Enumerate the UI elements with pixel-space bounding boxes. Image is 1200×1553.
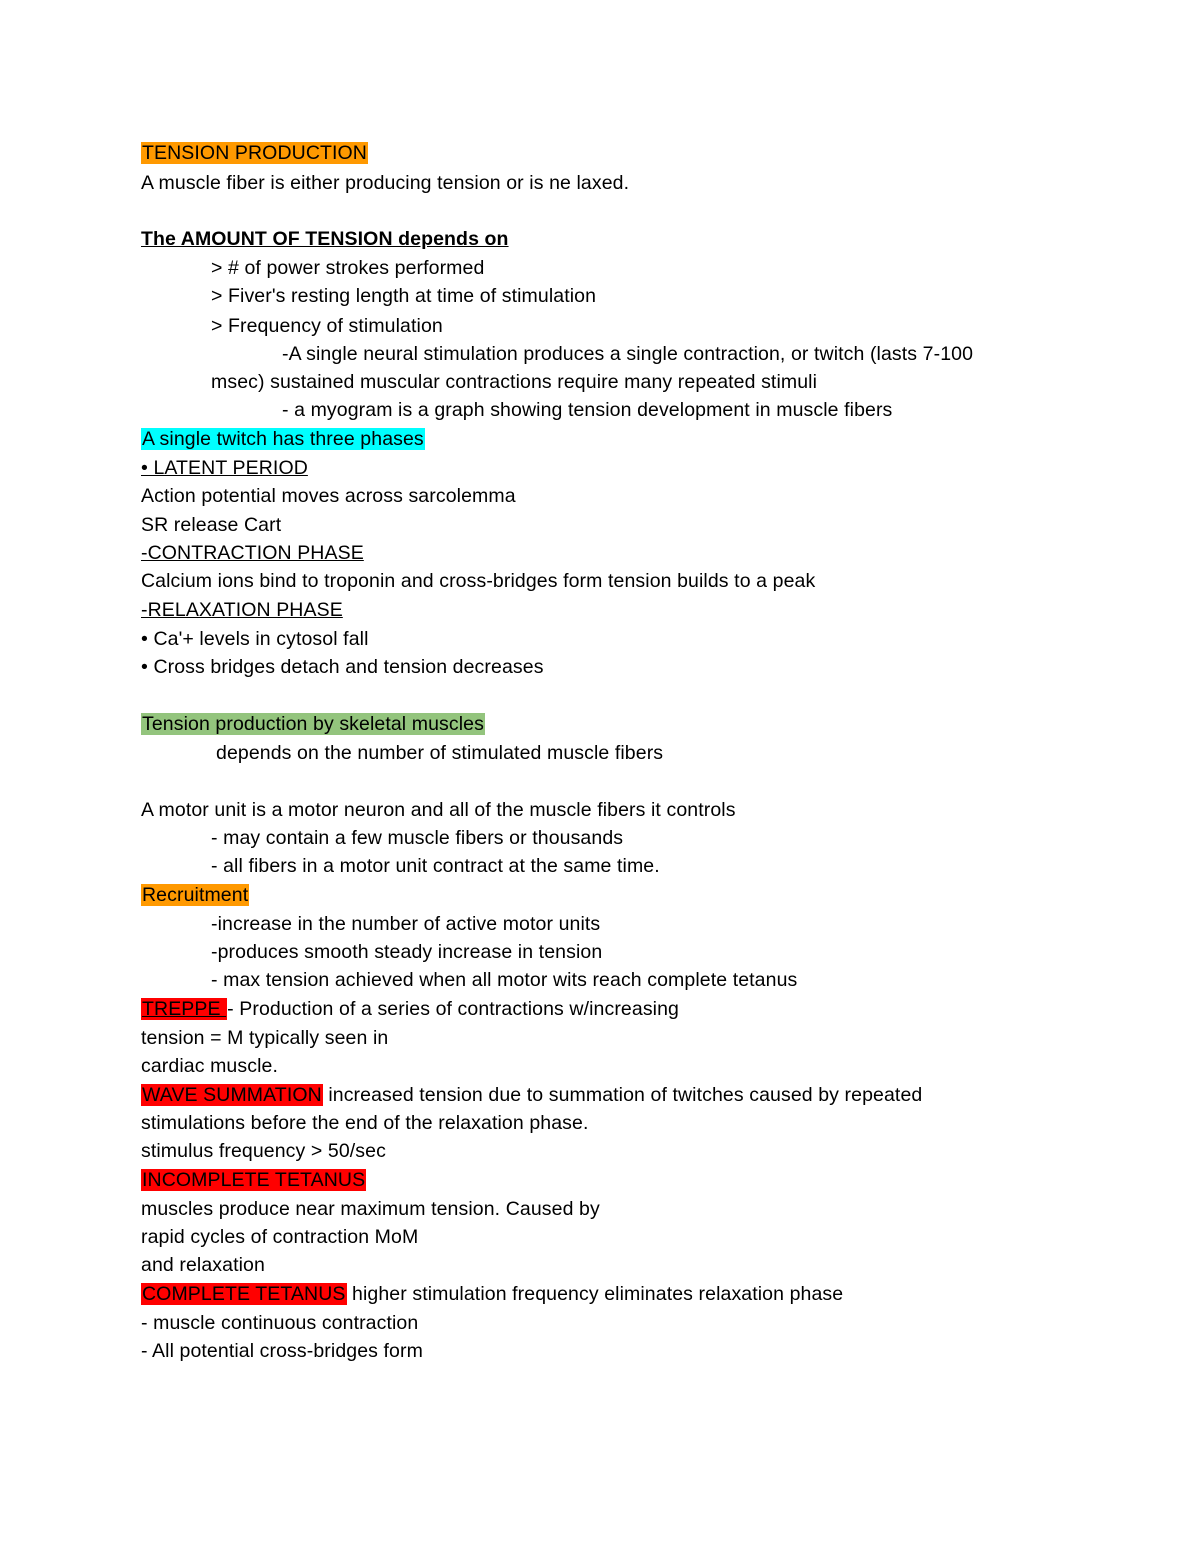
- treppe-text: - Production of a series of contractions w/increasing: [227, 998, 679, 1020]
- contraction-line: Calcium ions bind to troponin and cross-bridges form tension builds to a peak: [141, 570, 816, 592]
- amount-item: > Frequency of stimulation: [211, 315, 443, 337]
- frequency-note: -A single neural stimulation produces a single contraction, or twitch (lasts 7-100: [282, 343, 974, 365]
- recruitment-item: - max tension achieved when all motor wits reach complete tetanus: [211, 969, 798, 991]
- treppe-line: [141, 996, 679, 1022]
- incomplete-tetanus-line: [141, 1167, 366, 1193]
- incomplete-tetanus-text: muscles produce near maximum tension. Caused by: [141, 1198, 600, 1220]
- motor-unit-item: - all fibers in a motor unit contract at the same time.: [211, 855, 660, 877]
- motor-unit-line: A motor unit is a motor neuron and all of the muscle fibers it controls: [141, 799, 736, 821]
- motor-unit-item: - may contain a few muscle fibers or thousands: [211, 827, 624, 849]
- skeletal-line: depends on the number of stimulated muscle fibers: [216, 742, 664, 764]
- latent-line: Action potential moves across sarcolemma: [141, 485, 516, 507]
- wave-summation-continued: stimulations before the end of the relaxation phase.: [141, 1112, 589, 1134]
- treppe-continued: cardiac muscle.: [141, 1055, 278, 1077]
- twitch-heading: A single twitch has three phases: [142, 428, 424, 450]
- wave-summation-continued: stimulus frequency > 50/sec: [141, 1140, 386, 1162]
- complete-tetanus-item: - All potential cross-bridges form: [141, 1340, 423, 1362]
- recruitment-heading-line: [141, 882, 249, 908]
- amount-heading: The AMOUNT OF TENSION depends on: [141, 228, 509, 250]
- skeletal-heading: Tension production by skeletal muscles: [142, 713, 484, 735]
- wave-summation-text: increased tension due to summation of twitches caused by repeated: [322, 1084, 923, 1106]
- skeletal-heading-line: [141, 711, 485, 737]
- title-line: [141, 140, 368, 166]
- amount-item: > # of power strokes performed: [211, 257, 485, 279]
- treppe-continued: tension = M typically seen in: [141, 1027, 389, 1049]
- wave-summation-label: WAVE SUMMATION: [142, 1084, 322, 1106]
- contraction-heading: -CONTRACTION PHASE: [141, 542, 364, 564]
- wave-summation-line: [141, 1082, 922, 1108]
- recruitment-item: -increase in the number of active motor units: [211, 913, 601, 935]
- frequency-note-continued: msec) sustained muscular contractions require many repeated stimuli: [211, 371, 818, 393]
- complete-tetanus-item: - muscle continuous contraction: [141, 1312, 419, 1334]
- recruitment-heading: Recruitment: [142, 884, 249, 906]
- recruitment-item: -produces smooth steady increase in tension: [211, 941, 603, 963]
- relaxation-line: • Ca'+ levels in cytosol fall: [141, 628, 369, 650]
- latent-heading: • LATENT PERIOD: [141, 457, 308, 479]
- treppe-label: TREPPE: [142, 998, 227, 1020]
- section-title: TENSION PRODUCTION: [142, 142, 367, 164]
- complete-tetanus-label: COMPLETE TETANUS: [142, 1283, 346, 1305]
- intro-line: A muscle fiber is either producing tension or is ne laxed.: [141, 172, 630, 194]
- amount-item: > Fiver's resting length at time of stimulation: [211, 285, 597, 307]
- relaxation-heading: -RELAXATION PHASE: [141, 599, 343, 621]
- incomplete-tetanus-label: INCOMPLETE TETANUS: [142, 1169, 366, 1191]
- complete-tetanus-text: higher stimulation frequency eliminates relaxation phase: [346, 1283, 844, 1305]
- incomplete-tetanus-text: and relaxation: [141, 1254, 265, 1276]
- latent-line: SR release Cart: [141, 514, 282, 536]
- complete-tetanus-line: [141, 1281, 843, 1307]
- myogram-note: - a myogram is a graph showing tension development in muscle fibers: [282, 399, 893, 421]
- twitch-heading-line: [141, 426, 425, 452]
- relaxation-line: • Cross bridges detach and tension decreases: [141, 656, 544, 678]
- incomplete-tetanus-text: rapid cycles of contraction MoM: [141, 1226, 419, 1248]
